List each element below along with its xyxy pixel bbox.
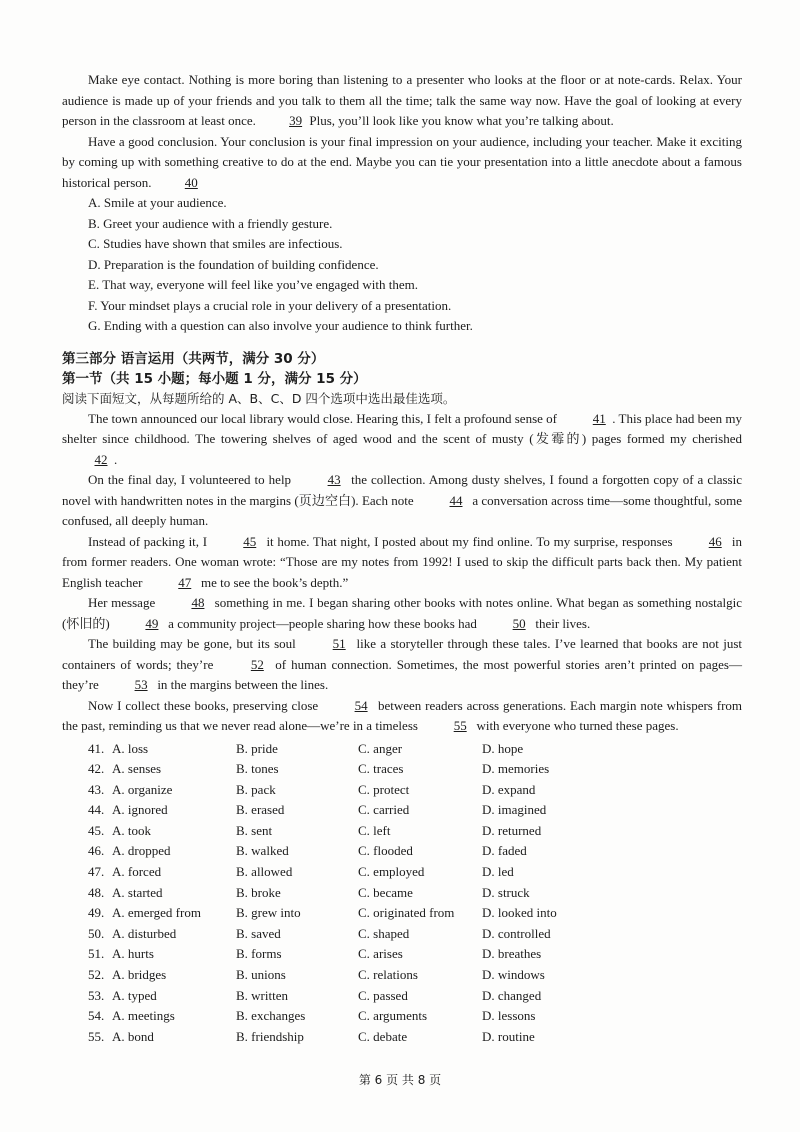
blank-40: 40	[184, 174, 198, 190]
page-content	[62, 70, 742, 1047]
paragraph-text: their lives.	[535, 615, 591, 631]
question-number: 45.	[88, 822, 105, 838]
choice-c: C. arises	[358, 946, 403, 962]
paragraph-text: On the final day, I volunteered to help	[88, 472, 292, 487]
choice-row	[62, 821, 742, 842]
blank-41: 41	[592, 410, 606, 426]
option-c: C. Studies have shown that smiles are infectious.	[88, 236, 343, 251]
blank-45: 45	[243, 533, 257, 549]
blank-43: 43	[327, 472, 341, 487]
question-number: 55.	[88, 1028, 105, 1044]
choice-a: A. forced	[112, 864, 162, 880]
choice-row	[62, 780, 742, 801]
choice-row	[62, 903, 742, 924]
paragraph-text: a conversation across time—some thoughtful, some confused, all deeply human.	[62, 492, 743, 528]
section-subtitle: 第一节（共 15 小题；每小题 1 分，满分 15 分）	[62, 370, 367, 387]
choice-row	[62, 739, 742, 760]
choice-a: A. ignored	[112, 802, 168, 818]
choice-b: B. written	[236, 987, 288, 1003]
blank-42: 42	[94, 451, 108, 467]
paragraph-text: in the margins between the lines.	[157, 677, 329, 692]
choice-b: B. erased	[236, 802, 285, 818]
paragraph-text: Have a good conclusion. Your conclusion is your final impression on your audience, including your teacher. Make it exciting by coming up with something creative to do at the end. Maybe you can tie your presentation into a little anecdote about a famous historical person.	[62, 133, 742, 190]
choice-row	[62, 1006, 742, 1027]
blank-48: 48	[191, 595, 205, 610]
choice-d: D. faded	[482, 843, 527, 859]
choice-b: B. broke	[236, 884, 281, 900]
paragraph-text: with everyone who turned these pages.	[476, 718, 679, 733]
page-number: 第 6 页 共 8 页	[358, 1073, 442, 1087]
choice-row	[62, 759, 742, 780]
question-number: 53.	[88, 987, 105, 1003]
choice-a: A. organize	[112, 781, 173, 797]
choice-c: C. employed	[358, 864, 425, 880]
choice-row	[62, 800, 742, 821]
section-instruction: 阅读下面短文，从每题所给的 A、B、C、D 四个选项中选出最佳选项。	[62, 390, 456, 406]
choice-d: D. returned	[482, 822, 542, 838]
option-b: B. Greet your audience with a friendly gesture.	[88, 215, 333, 231]
passage-paragraph-6	[62, 696, 742, 737]
reading-options	[62, 193, 742, 337]
passage-paragraph-1	[62, 409, 742, 471]
choice-row	[62, 841, 742, 862]
option-f: F. Your mindset plays a crucial role in your delivery of a presentation.	[88, 297, 452, 313]
choice-row	[62, 944, 742, 965]
paragraph-text: . This place had been my shelter since childhood. The towering shelves of aged wood and the scent of musty (发霉的) pages formed my cherished	[62, 410, 743, 446]
passage-paragraph-5	[62, 634, 742, 696]
choice-c: C. carried	[358, 802, 410, 818]
choice-a: A. loss	[112, 740, 149, 756]
choice-b: B. grew into	[236, 905, 301, 921]
choice-c: C. became	[358, 884, 413, 900]
blank-55: 55	[453, 718, 467, 733]
paragraph-text: like a storyteller through these tales. I’ve learned that books are not just containers of words; they’re	[62, 636, 742, 672]
choice-d: D. led	[482, 864, 514, 880]
choice-c: C. protect	[358, 781, 410, 797]
question-number: 49.	[88, 905, 105, 921]
blank-39: 39	[289, 113, 303, 128]
paragraph-text: The building may be gone, but its soul	[88, 636, 296, 651]
paragraph-text: the collection. Among dusty shelves, I found a forgotten copy of a classic novel with handwritten notes in the margins (页边空白). Each note	[62, 472, 742, 508]
section-title: 第三部分 语言运用（共两节，满分 30 分）	[62, 350, 325, 367]
choice-a: A. bridges	[112, 967, 167, 983]
choice-d: D. struck	[482, 884, 530, 900]
choice-row	[62, 965, 742, 986]
choice-c: C. arguments	[358, 1008, 428, 1024]
choice-row	[62, 986, 742, 1007]
question-number: 46.	[88, 843, 105, 859]
reading-paragraph-1	[62, 70, 742, 132]
choice-row	[62, 924, 742, 945]
question-number: 47.	[88, 864, 105, 880]
question-number: 48.	[88, 884, 105, 900]
question-number: 50.	[88, 925, 105, 941]
question-number: 51.	[88, 946, 105, 962]
paragraph-text: Her message	[88, 595, 156, 610]
choice-c: C. traces	[358, 761, 404, 777]
choice-c: C. relations	[358, 967, 418, 983]
choice-c: C. anger	[358, 740, 403, 756]
choice-b: B. unions	[236, 967, 286, 983]
choice-c: C. left	[358, 822, 391, 838]
paragraph-text: .	[114, 451, 118, 467]
choice-a: A. senses	[112, 761, 162, 777]
choice-d: D. imagined	[482, 802, 547, 818]
choice-a: A. disturbed	[112, 925, 177, 941]
choice-d: D. lessons	[482, 1008, 536, 1024]
choice-d: D. controlled	[482, 925, 551, 941]
blank-52: 52	[250, 656, 264, 672]
choice-c: C. originated from	[358, 905, 455, 921]
reading-paragraph-2	[62, 132, 742, 194]
choice-a: A. meetings	[112, 1008, 175, 1024]
choice-row	[62, 883, 742, 904]
blank-46: 46	[708, 533, 722, 549]
choice-a: A. took	[112, 822, 151, 838]
choice-d: D. windows	[482, 967, 545, 983]
choice-a: A. typed	[112, 987, 157, 1003]
blank-51: 51	[332, 636, 346, 651]
paragraph-text: between readers across generations. Each margin note whispers from the past, reminding us that we never read alone—we’re in a timeless	[62, 697, 743, 733]
paragraph-text: of human connection. Sometimes, the most powerful stories aren’t printed on pages—they’re	[62, 656, 742, 692]
question-number: 41.	[88, 740, 105, 756]
choice-row	[62, 1027, 742, 1048]
option-e: E. That way, everyone will feel like you’ve engaged with them.	[88, 277, 418, 292]
option-a: A. Smile at your audience.	[88, 195, 227, 210]
choice-a: A. hurts	[112, 946, 154, 962]
passage-paragraph-4	[62, 593, 742, 634]
blank-53: 53	[134, 677, 148, 692]
choice-b: B. walked	[236, 843, 289, 859]
option-g: G. Ending with a question can also involve your audience to think further.	[88, 318, 473, 333]
question-number: 54.	[88, 1008, 105, 1024]
choice-a: A. dropped	[112, 843, 171, 859]
choice-c: C. shaped	[358, 925, 410, 941]
choice-c: C. passed	[358, 987, 408, 1003]
blank-44: 44	[449, 492, 463, 508]
question-number: 52.	[88, 967, 105, 983]
blank-49: 49	[145, 615, 159, 631]
choice-d: D. changed	[482, 987, 542, 1003]
choice-b: B. friendship	[236, 1028, 304, 1044]
choice-d: D. expand	[482, 781, 536, 797]
paragraph-text: a community project—people sharing how these books had	[168, 615, 477, 631]
paragraph-text: The town announced our local library would close. Hearing this, I felt a profound sense of	[88, 410, 557, 426]
passage-paragraph-2	[62, 470, 742, 532]
choice-b: B. forms	[236, 946, 282, 962]
choice-a: A. emerged from	[112, 905, 201, 921]
question-number: 42.	[88, 761, 105, 777]
question-number: 43.	[88, 781, 105, 797]
choice-b: B. allowed	[236, 864, 293, 880]
paragraph-text: me to see the book’s depth.”	[201, 574, 349, 590]
choice-d: D. routine	[482, 1028, 535, 1044]
choice-a: A. started	[112, 884, 163, 900]
choice-d: D. looked into	[482, 905, 557, 921]
choice-b: B. saved	[236, 925, 281, 941]
blank-47: 47	[178, 574, 192, 590]
question-number: 44.	[88, 802, 105, 818]
choice-a: A. bond	[112, 1028, 154, 1044]
paragraph-text: Now I collect these books, preserving close	[88, 697, 319, 713]
choice-b: B. sent	[236, 822, 273, 838]
paragraph-text: Instead of packing it, I	[88, 533, 208, 549]
choice-c: C. debate	[358, 1028, 408, 1044]
paragraph-text: in from former readers. One woman wrote: “Those are my notes from 1992! I used to skip the difficult parts back then. My patient English teacher	[62, 533, 743, 590]
choice-d: D. hope	[482, 740, 524, 756]
blank-50: 50	[512, 615, 526, 631]
paragraph-text: Make eye contact. Nothing is more boring than listening to a presenter who looks at the floor or at note-cards. Relax. Your audience is made up of your friends and you talk to them all the time; talk the same way now. Have the goal of looking at every person in the classroom at least once.	[62, 72, 742, 128]
blank-54: 54	[354, 697, 368, 713]
choice-b: B. pack	[236, 781, 276, 797]
choice-row	[62, 862, 742, 883]
paragraph-text: something in me. I began sharing other books with notes online. What began as something nostalgic (怀旧的)	[62, 595, 743, 631]
choice-c: C. flooded	[358, 843, 413, 859]
option-d: D. Preparation is the foundation of building confidence.	[88, 256, 379, 272]
passage-paragraph-3	[62, 532, 742, 594]
choice-b: B. pride	[236, 740, 278, 756]
choice-d: D. breathes	[482, 946, 542, 962]
paragraph-text: Plus, you’ll look like you know what you’re talking about.	[309, 113, 614, 128]
choice-b: B. exchanges	[236, 1008, 306, 1024]
choice-d: D. memories	[482, 761, 550, 777]
choice-b: B. tones	[236, 761, 279, 777]
choice-table	[62, 739, 742, 1048]
paragraph-text: it home. That night, I posted about my find online. To my surprise, responses	[266, 533, 673, 549]
